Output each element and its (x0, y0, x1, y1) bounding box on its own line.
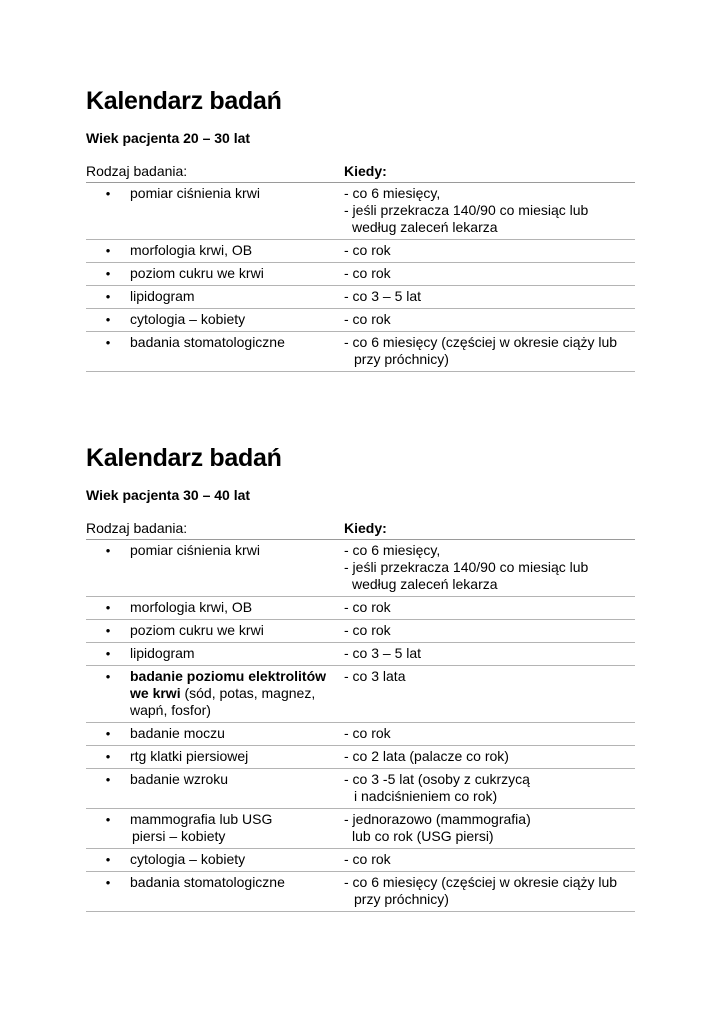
frequency-line: i nadciśnieniem co rok) (354, 788, 498, 804)
table-row (86, 183, 635, 240)
bullet-icon: • (105, 812, 111, 827)
bullet-icon: • (105, 646, 111, 661)
exam-frequency: - co rok (344, 311, 391, 327)
table-row (86, 332, 635, 372)
exam-name: lipidogram (130, 645, 195, 661)
table-row (86, 643, 635, 666)
frequency-line: - co 6 miesięcy (częściej w okresie ciąży lub (344, 874, 618, 890)
patient-age-subtitle: Wiek pacjenta 30 – 40 lat (86, 487, 251, 503)
frequency-line: - jednorazowo (mammografia) (344, 811, 531, 827)
table-row (86, 723, 635, 746)
table-row (86, 309, 635, 332)
exam-frequency: - co rok (344, 265, 391, 281)
bullet-icon: • (105, 289, 111, 304)
frequency-line: - co 6 miesięcy, (344, 185, 441, 201)
exam-name: badanie wzroku (130, 771, 229, 787)
exam-name: poziom cukru we krwi (130, 265, 264, 281)
table-header (86, 520, 635, 540)
table-row (86, 263, 635, 286)
exam-frequency: - co 3 lata (344, 668, 406, 684)
exam-calendar-section-20-30 (86, 84, 635, 372)
exam-name: lipidogram (130, 288, 195, 304)
bullet-icon: • (105, 623, 111, 638)
table-row (86, 746, 635, 769)
bullet-icon: • (105, 852, 111, 867)
table-header (86, 163, 635, 183)
exam-name-line: piersi – kobiety (132, 828, 226, 844)
frequency-line: według zaleceń lekarza (352, 576, 498, 592)
column-header-when: Kiedy: (344, 163, 387, 179)
bullet-icon: • (105, 772, 111, 787)
exam-name (130, 811, 344, 845)
exam-name: poziom cukru we krwi (130, 622, 264, 638)
exam-name-line: mammografia lub USG (130, 811, 273, 827)
exam-table (86, 520, 635, 912)
table-row (86, 809, 635, 849)
frequency-line: - co 6 miesięcy, (344, 542, 441, 558)
bullet-icon: • (105, 726, 111, 741)
exam-name-detail: wapń, fosfor) (130, 702, 211, 718)
column-header-exam: Rodzaj badania: (86, 520, 188, 536)
exam-frequency: - co 3 – 5 lat (344, 645, 422, 661)
bullet-icon: • (105, 875, 111, 890)
exam-calendar-section-30-40 (86, 441, 635, 912)
bullet-icon: • (105, 600, 111, 615)
exam-frequency (344, 185, 635, 236)
exam-frequency: - co rok (344, 851, 391, 867)
exam-name: badanie moczu (130, 725, 225, 741)
exam-name: badania stomatologiczne (130, 334, 285, 350)
exam-name: badania stomatologiczne (130, 874, 285, 890)
column-header-when: Kiedy: (344, 520, 387, 536)
exam-name: morfologia krwi, OB (130, 599, 253, 615)
exam-name: pomiar ciśnienia krwi (130, 542, 260, 558)
exam-name: morfologia krwi, OB (130, 242, 253, 258)
exam-name: pomiar ciśnienia krwi (130, 185, 260, 201)
table-row (86, 597, 635, 620)
column-header-exam: Rodzaj badania: (86, 163, 188, 179)
bullet-icon: • (105, 669, 111, 684)
exam-frequency: - co rok (344, 242, 391, 258)
frequency-line: według zaleceń lekarza (352, 219, 498, 235)
bullet-icon: • (105, 749, 111, 764)
exam-frequency: - co rok (344, 725, 391, 741)
exam-name-bold: badanie poziomu elektrolitów (130, 668, 327, 684)
table-row (86, 769, 635, 809)
frequency-line: przy próchnicy) (354, 351, 449, 367)
exam-table (86, 163, 635, 372)
bullet-icon: • (105, 543, 111, 558)
frequency-line: - co 3 -5 lat (osoby z cukrzycą (344, 771, 530, 787)
table-row (86, 620, 635, 643)
exam-name: cytologia – kobiety (130, 851, 246, 867)
bullet-icon: • (105, 335, 111, 350)
exam-frequency (344, 874, 635, 908)
exam-name-bold: we krwi (130, 685, 181, 701)
exam-name: rtg klatki piersiowej (130, 748, 249, 764)
table-row (86, 872, 635, 912)
table-row (86, 849, 635, 872)
exam-frequency: - co 3 – 5 lat (344, 288, 422, 304)
patient-age-subtitle: Wiek pacjenta 20 – 30 lat (86, 130, 251, 146)
exam-frequency (344, 542, 635, 593)
frequency-line: - co 6 miesięcy (częściej w okresie ciąży lub (344, 334, 618, 350)
exam-name (130, 668, 344, 719)
exam-frequency (344, 771, 635, 805)
page-title: Kalendarz badań (86, 87, 282, 115)
table-row (86, 540, 635, 597)
frequency-line: - jeśli przekracza 140/90 co miesiąc lub (344, 202, 589, 218)
page-title: Kalendarz badań (86, 444, 282, 472)
exam-frequency: - co 2 lata (palacze co rok) (344, 748, 509, 764)
exam-name: cytologia – kobiety (130, 311, 246, 327)
table-row (86, 666, 635, 723)
exam-frequency: - co rok (344, 622, 391, 638)
bullet-icon: • (105, 186, 111, 201)
table-row (86, 240, 635, 263)
frequency-line: przy próchnicy) (354, 891, 449, 907)
exam-frequency (344, 334, 635, 368)
bullet-icon: • (105, 266, 111, 281)
exam-frequency: - co rok (344, 599, 391, 615)
table-row (86, 286, 635, 309)
bullet-icon: • (105, 312, 111, 327)
exam-name-detail: (sód, potas, magnez, (180, 685, 316, 701)
bullet-icon: • (105, 243, 111, 258)
frequency-line: lub co rok (USG piersi) (352, 828, 494, 844)
exam-frequency (344, 811, 635, 845)
frequency-line: - jeśli przekracza 140/90 co miesiąc lub (344, 559, 589, 575)
